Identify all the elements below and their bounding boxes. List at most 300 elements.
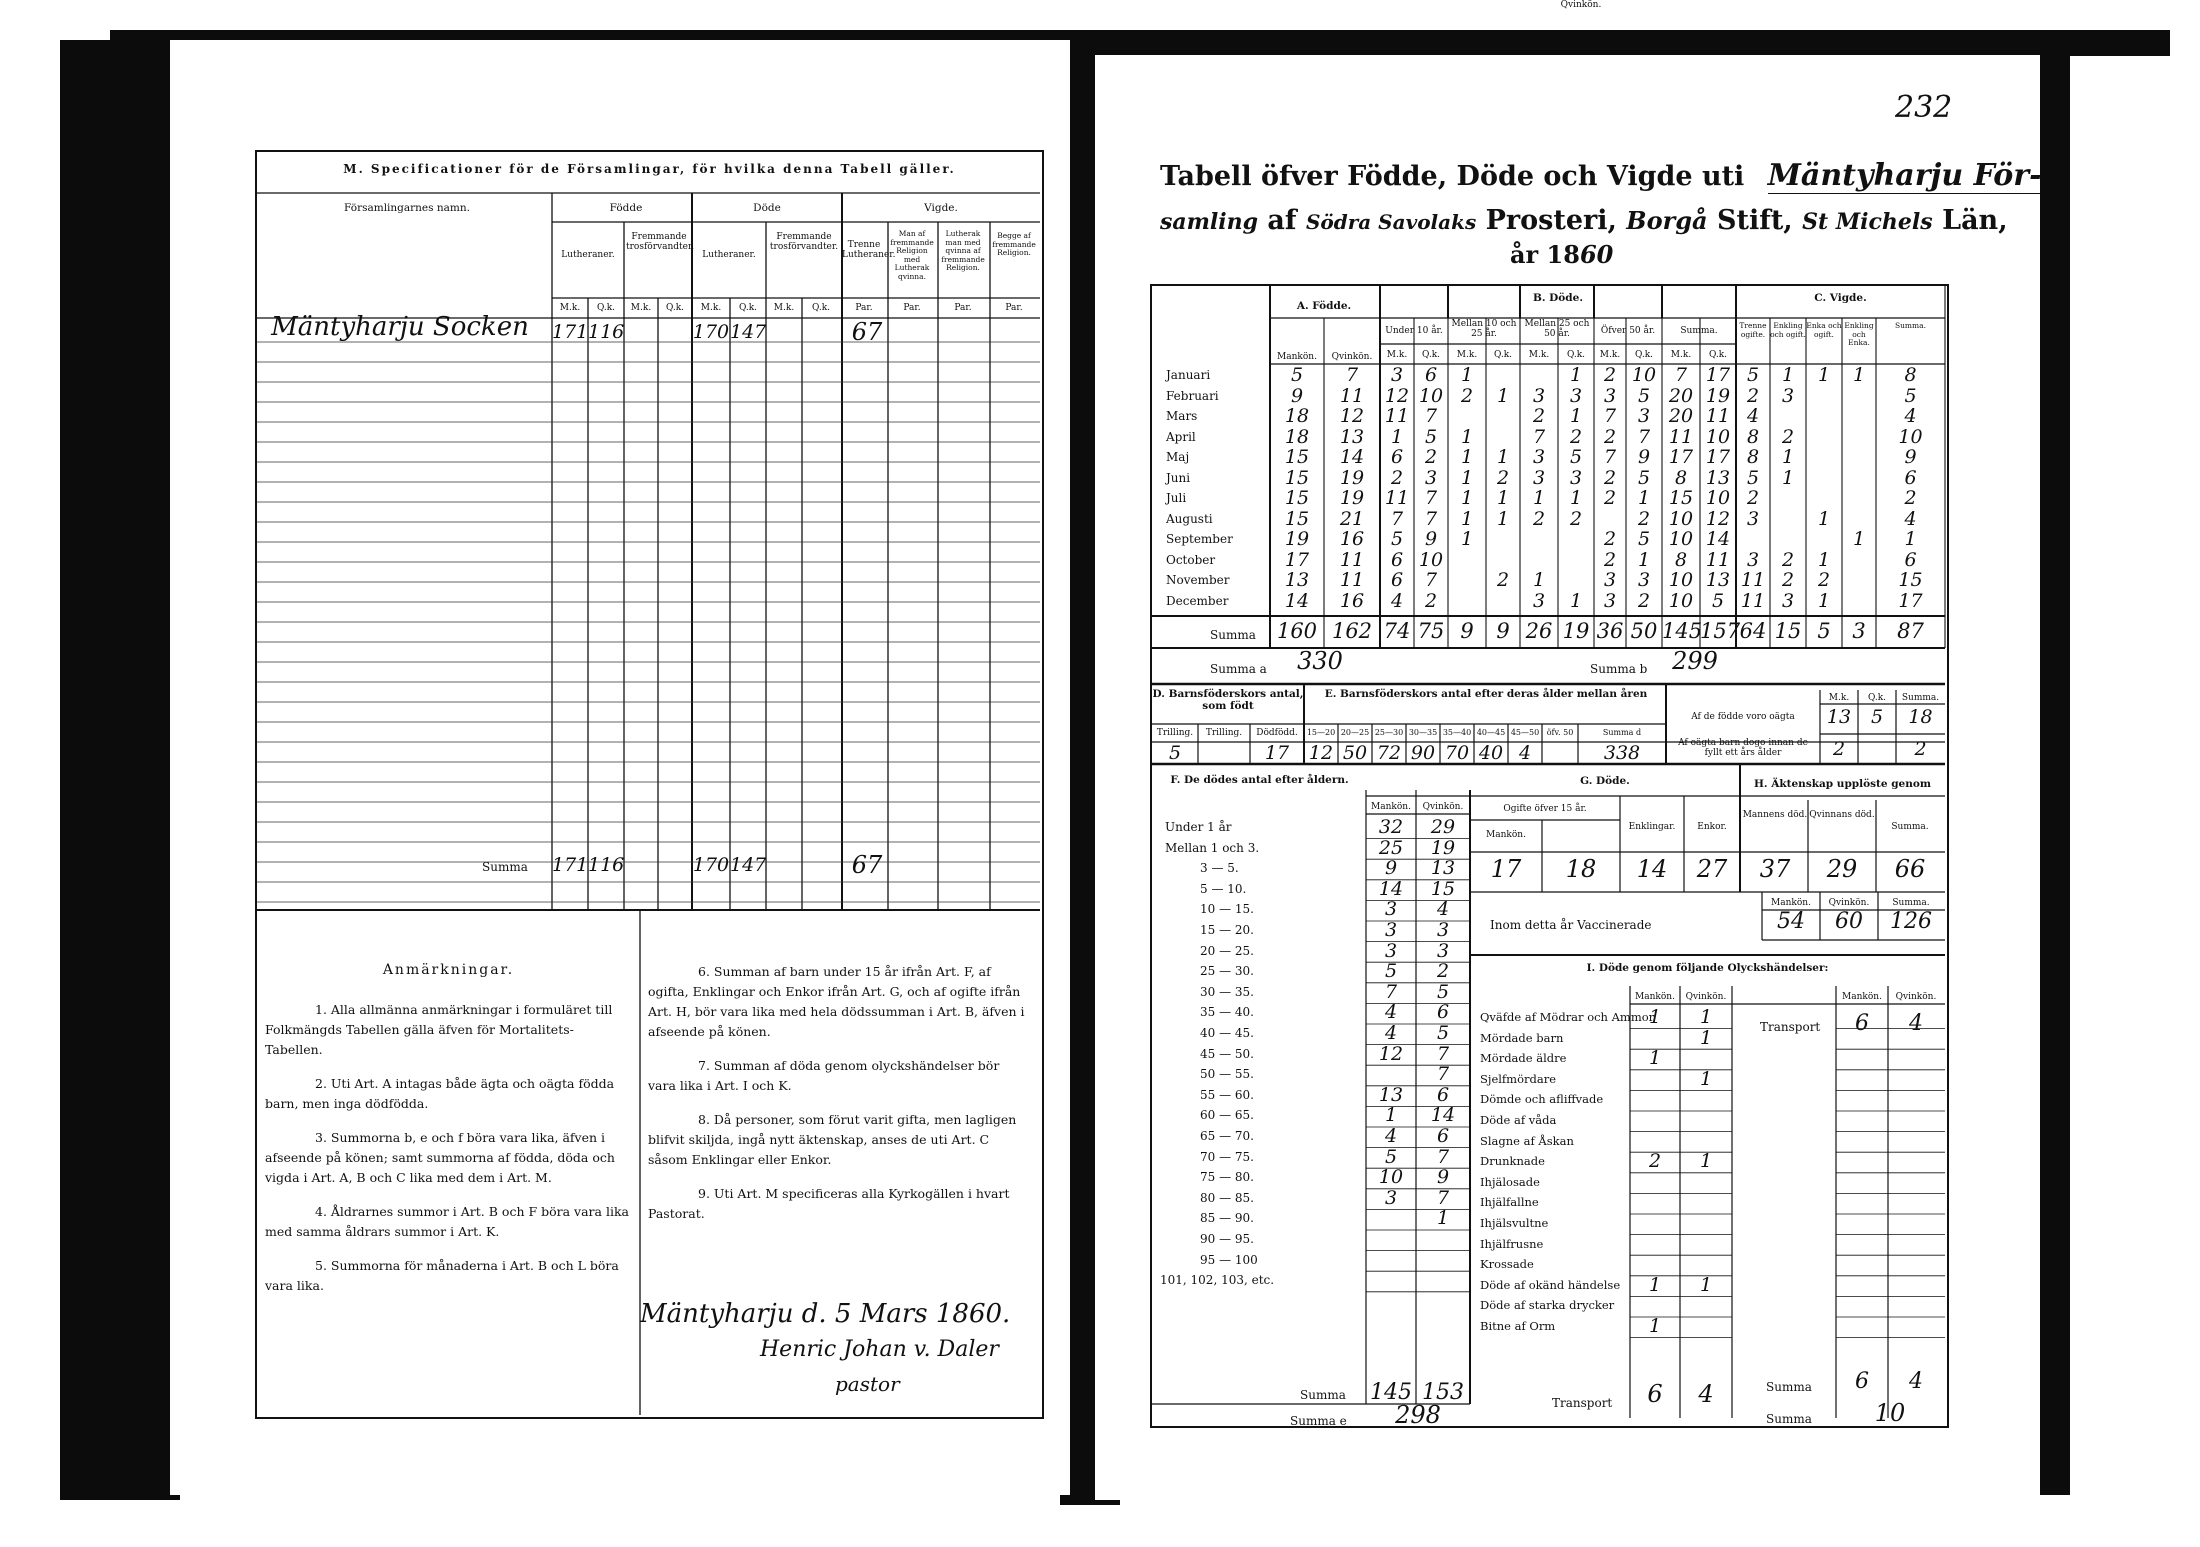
month-4-col-1: 14	[1339, 446, 1365, 468]
f-row-6: 20 — 25.	[1200, 943, 1254, 958]
f-summa-label: Summa	[1300, 1388, 1346, 1402]
month-1-col-16: 5	[1904, 384, 1917, 407]
month-11-col-3: 2	[1424, 589, 1438, 612]
month-0: Januari	[1166, 368, 1211, 382]
month-1-col-12: 2	[1746, 384, 1760, 407]
month-9-col-10: 8	[1674, 548, 1688, 571]
month-4-col-8: 7	[1603, 446, 1617, 468]
i-transport-label-top: Transport	[1760, 1020, 1821, 1034]
month-1-col-9: 5	[1637, 384, 1651, 407]
h-col-qvinna: Qvinnans död.	[1809, 810, 1875, 820]
month-6-col-5: 1	[1496, 487, 1510, 509]
g-ogifte: Ogifte öfver 15 år.	[1503, 804, 1587, 814]
i-row-14: Döde af starka drycker	[1480, 1298, 1615, 1313]
hdr-v-par-2: Par.	[903, 303, 921, 313]
f-row-20: 90 — 95.	[1200, 1232, 1254, 1246]
month-10-col-13: 2	[1781, 569, 1795, 591]
month-6-col-11: 10	[1705, 487, 1731, 509]
month-9-col-13: 2	[1781, 548, 1795, 571]
f-row-13: 55 — 60.	[1200, 1087, 1254, 1102]
h-col-man: Mannens död.	[1742, 810, 1808, 820]
month-10-col-3: 7	[1424, 569, 1438, 591]
month-5-col-13: 1	[1781, 466, 1795, 489]
month-9-col-16: 6	[1904, 548, 1917, 571]
i-transport-bottom-mk: 6	[1647, 1380, 1663, 1408]
month-9-col-2: 6	[1390, 548, 1404, 571]
b-sub-mk-3: M.k.	[1599, 350, 1621, 360]
summa-col-4: 9	[1460, 619, 1474, 643]
note-6: 6. Summan af barn under 15 år ifrån Art. F, af ogifta, Enklingar och Enkor ifrån Art. G, och af ogifte ifrån Art. H, bör vara lika med hela dödssumman i Art. B, äfven i afseende på könen.	[648, 964, 1025, 1039]
b-sub-qk-2: Q.k.	[1566, 350, 1586, 360]
i-row-qk-1: 1	[1699, 1026, 1713, 1049]
summa-col-5: 9	[1496, 619, 1510, 643]
f-row-mk-3: 14	[1378, 877, 1404, 900]
month-5: Juni	[1166, 470, 1191, 485]
i-transport-bottom-qk: 4	[1698, 1380, 1714, 1408]
hw-year: 60	[1579, 240, 1614, 269]
hw-parish: Mäntyharju För-	[1767, 158, 2042, 193]
i-summa-label-2: Summa	[1766, 1412, 1812, 1426]
i-row-12: Krossade	[1480, 1257, 1534, 1272]
sub-vigde-3: Lutherak man med qvinna af fremmande Religion.	[941, 229, 985, 272]
month-6-col-3: 7	[1424, 487, 1438, 509]
f-row-1: Mellan 1 och 3.	[1165, 840, 1260, 855]
month-7-col-14: 1	[1817, 507, 1831, 530]
i-summa-mk: 6	[1855, 1369, 1869, 1394]
note-2: 2. Uti Art. A intagas både ägta och oägta födda barn, men inga dödfödda.	[265, 1076, 615, 1111]
i-row-0: Qväfde af Mödrar och Ammor	[1480, 1010, 1655, 1024]
b-sub-mk-2: M.k.	[1528, 350, 1550, 360]
month-10-col-14: 2	[1817, 569, 1831, 591]
summa-col-8: 36	[1596, 619, 1624, 643]
summa-f-qk: 116	[588, 854, 625, 876]
g-col-enkor: Enkor.	[1697, 822, 1727, 832]
f-hdr-qvinkon: Qvinkön.	[1422, 802, 1464, 812]
month-5-col-3: 3	[1424, 466, 1438, 489]
month-10-col-12: 11	[1740, 569, 1766, 591]
summa-col-12: 64	[1739, 619, 1767, 643]
vacc-col-mk: Mankön.	[1771, 898, 1811, 908]
month-7-col-0: 15	[1284, 507, 1310, 530]
month-1-col-1: 11	[1339, 384, 1365, 407]
page-number: 232	[1895, 90, 1953, 125]
hw-parish2: samling	[1160, 209, 1259, 235]
f-row-mk-16: 5	[1384, 1145, 1398, 1168]
f-summa-qk: 153	[1422, 1380, 1464, 1405]
i-row-10: Ihjälsvultne	[1480, 1216, 1549, 1230]
entry-par: 67	[851, 318, 883, 346]
f-row-qk-0: 29	[1430, 816, 1456, 838]
ill-r1-2: 18	[1908, 706, 1933, 728]
month-8-col-0: 19	[1284, 528, 1310, 550]
sub-frem-fodde: Fremmande trosförvandter.	[626, 232, 695, 252]
i-row-qk-0: 1	[1699, 1006, 1713, 1028]
month-2-col-9: 3	[1637, 405, 1651, 427]
b-sub-qk-4: Q.k.	[1708, 350, 1728, 360]
month-2-col-3: 7	[1424, 405, 1438, 427]
month-4-col-3: 2	[1424, 446, 1438, 468]
title-text-1: Tabell öfver Födde, Döde och Vigde uti	[1160, 161, 1745, 192]
e-col-7: öfv. 50	[1546, 728, 1574, 737]
f-row-qk-7: 2	[1436, 960, 1450, 983]
f-row-qk-8: 5	[1436, 980, 1450, 1003]
i-transport-top-mk: 6	[1855, 1011, 1869, 1036]
month-8-col-11: 14	[1705, 528, 1731, 550]
month-11-col-8: 3	[1603, 589, 1617, 612]
month-6-col-8: 2	[1603, 487, 1617, 509]
ill-col-2: Summa.	[1901, 693, 1940, 703]
f-row-qk-5: 3	[1436, 919, 1450, 941]
month-5-col-5: 2	[1496, 466, 1510, 489]
month-8-col-2: 5	[1390, 528, 1404, 550]
f-row-qk-10: 5	[1436, 1022, 1450, 1044]
b-group-4: Summa.	[1680, 326, 1718, 336]
month-5-col-7: 3	[1569, 466, 1583, 489]
f-row-2: 3 — 5.	[1200, 861, 1239, 876]
f-row-18: 80 — 85.	[1200, 1190, 1254, 1205]
e-val-4: 70	[1444, 742, 1470, 764]
f-row-mk-18: 3	[1384, 1186, 1398, 1209]
g-val-enkl: 14	[1636, 855, 1668, 883]
month-10-col-1: 11	[1339, 569, 1365, 591]
note-7: 7. Summan af döda genom olyckshändelser bör vara lika i Art. I och K.	[648, 1058, 1000, 1093]
f-row-mk-8: 7	[1384, 980, 1398, 1003]
month-7-col-16: 4	[1904, 507, 1917, 530]
month-4-col-2: 6	[1390, 446, 1404, 468]
month-3-col-9: 7	[1637, 425, 1651, 448]
month-11-col-11: 5	[1711, 589, 1725, 612]
signature-name: Henric Johan v. Daler	[760, 1337, 999, 1362]
month-7: Augusti	[1166, 511, 1213, 526]
sub-vigde-1: Trenne Lutheraner.	[842, 240, 896, 260]
month-3-col-8: 2	[1603, 425, 1617, 448]
month-8-col-8: 2	[1603, 528, 1617, 550]
note-1: 1. Alla allmänna anmärkningar i formuläret till Folkmängds Tabellen gälla äfven för Mortalitets-Tabellen.	[265, 1002, 613, 1057]
month-3-col-7: 2	[1569, 425, 1583, 448]
i-hdr-mk-2: Mankön.	[1842, 992, 1882, 1002]
b-sub-qk-1: Q.k.	[1493, 350, 1513, 360]
f-row-qk-9: 6	[1436, 1001, 1450, 1024]
summa-f-mk: 171	[552, 854, 589, 876]
f-row-mk-6: 3	[1384, 939, 1398, 962]
month-3-col-13: 2	[1781, 425, 1795, 448]
month-0-col-3: 6	[1424, 364, 1438, 386]
hdr-a-qvinkon: Qvinkön.	[1331, 352, 1373, 362]
month-11-col-13: 3	[1781, 589, 1795, 612]
anm-title: Anmärkningar.	[382, 962, 515, 978]
month-5-col-11: 13	[1705, 466, 1731, 489]
summa-col-13: 15	[1774, 619, 1802, 643]
i-row-mk-2: 1	[1648, 1047, 1662, 1070]
hdr-d-luth-qk: Q.k.	[738, 303, 758, 313]
month-0-col-16: 8	[1904, 364, 1917, 386]
f-row-qk-15: 6	[1436, 1125, 1450, 1147]
f-row-mk-15: 4	[1384, 1125, 1398, 1147]
f-row-5: 15 — 20.	[1200, 923, 1254, 937]
hdr-a-fodde: A. Födde.	[1296, 300, 1352, 312]
title-af: af	[1267, 205, 1297, 236]
month-4-col-4: 1	[1460, 446, 1474, 468]
month-2-col-10: 20	[1668, 405, 1694, 427]
month-10-col-2: 6	[1390, 569, 1404, 591]
f-row-qk-12: 7	[1436, 1063, 1450, 1086]
month-7-col-9: 2	[1637, 507, 1651, 530]
i-row-13: Döde af okänd händelse	[1480, 1277, 1621, 1292]
i-row-8: Ihjälosade	[1480, 1174, 1540, 1189]
month-1-col-6: 3	[1532, 384, 1546, 407]
month-0-col-11: 17	[1705, 364, 1731, 386]
i-title: I. Döde genom följande Olyckshändelser:	[1586, 962, 1829, 974]
g-col-enkl: Enklingar.	[1628, 822, 1676, 832]
month-4-col-13: 1	[1781, 446, 1795, 468]
month-6-col-0: 15	[1284, 487, 1310, 509]
month-0-col-12: 5	[1746, 364, 1760, 386]
month-4: Maj	[1166, 450, 1190, 464]
b-group-1: Mellan 10 och 25 år.	[1451, 319, 1517, 339]
month-6-col-7: 1	[1569, 487, 1583, 509]
hdr-d-frem-mk: M.k.	[773, 303, 795, 313]
month-11: December	[1166, 593, 1229, 608]
month-10-col-11: 13	[1705, 569, 1731, 591]
sub-luth-fodde: Lutheraner.	[561, 250, 615, 260]
d-val-2: 17	[1264, 742, 1290, 764]
month-0-col-13: 1	[1781, 364, 1795, 386]
month-1-col-3: 10	[1418, 384, 1444, 407]
c-col-3: Enkling och Enka.	[1844, 321, 1874, 347]
i-row-qk-3: 1	[1699, 1067, 1713, 1090]
month-2-col-2: 11	[1384, 405, 1410, 427]
e-val-0: 12	[1308, 742, 1334, 764]
sub-frem-dode: Fremmande trosförvandter.	[769, 232, 839, 252]
h-val-summa: 66	[1894, 855, 1926, 883]
month-6-col-6: 1	[1532, 487, 1546, 509]
g-val-qk: 18	[1565, 855, 1597, 883]
summa-par: 67	[851, 851, 883, 879]
month-2-col-7: 1	[1569, 405, 1583, 427]
f-row-mk-2: 9	[1384, 857, 1398, 880]
month-9-col-11: 11	[1705, 548, 1731, 571]
month-0-col-15: 1	[1852, 364, 1866, 386]
i-transport-top-qk: 4	[1909, 1011, 1923, 1036]
month-1-col-13: 3	[1781, 384, 1795, 407]
note-8: 8. Då personer, som förut varit gifta, men lagligen blifvit skiljda, ingå nytt äktenskap, anses de uti Art. C såsom Enklingar eller Enkor.	[648, 1112, 1017, 1167]
month-6-col-16: 2	[1904, 487, 1917, 509]
e-col-4: 35—40	[1442, 728, 1472, 737]
f-summa-mk: 145	[1370, 1380, 1412, 1405]
month-5-col-0: 15	[1284, 466, 1310, 489]
month-7-col-11: 12	[1705, 507, 1731, 530]
month-4-col-0: 15	[1284, 446, 1310, 468]
f-row-12: 50 — 55.	[1200, 1067, 1254, 1082]
month-3-col-10: 11	[1668, 425, 1694, 448]
month-3-col-0: 18	[1284, 425, 1310, 448]
month-2-col-11: 11	[1705, 405, 1731, 427]
hdr-a-mankon: Mankön.	[1277, 352, 1317, 362]
f-row-qk-1: 19	[1430, 836, 1456, 859]
summa-d-qk: 147	[730, 854, 767, 876]
month-9: October	[1166, 552, 1216, 567]
month-1-col-8: 3	[1603, 384, 1617, 407]
f-row-qk-17: 9	[1436, 1166, 1450, 1189]
hdr-v-par-1: Par.	[855, 303, 873, 313]
summa-col-9: 50	[1630, 619, 1658, 643]
month-8-col-3: 9	[1424, 528, 1438, 550]
month-6-col-2: 11	[1384, 487, 1410, 509]
ill-r1-1: 5	[1870, 706, 1884, 728]
month-10-col-0: 13	[1284, 569, 1310, 591]
f-row-qk-4: 4	[1436, 898, 1450, 921]
note-9: 9. Uti Art. M specificeras alla Kyrkogällen i hvart Pastorat.	[648, 1186, 1010, 1221]
month-1-col-11: 19	[1705, 384, 1731, 407]
month-6: Juli	[1166, 491, 1187, 505]
month-11-col-0: 14	[1284, 589, 1310, 612]
f-row-qk-3: 15	[1430, 877, 1456, 900]
summa-d-mk: 170	[692, 854, 730, 876]
entry-d-mk: 170	[692, 321, 730, 343]
month-4-col-5: 1	[1496, 446, 1510, 468]
month-6-col-12: 2	[1746, 487, 1760, 509]
note-4: 4. Åldrarnes summor i Art. B och F böra vara lika med samma åldrars summor i Art. K.	[265, 1204, 629, 1239]
grp-vigde: Vigde.	[924, 202, 958, 214]
i-hdr-qk-2: Qvinkön.	[1895, 992, 1937, 1002]
title-prosteri: Prosteri,	[1485, 205, 1617, 236]
e-val-2: 72	[1376, 742, 1402, 764]
summa-b-value: 299	[1672, 647, 1718, 675]
ill-r2-0: 2	[1832, 738, 1846, 760]
f-summa-e: 298	[1395, 1401, 1441, 1429]
e-col-6: 45—50	[1510, 728, 1540, 737]
d-col-0: Trilling.	[1156, 728, 1194, 738]
summa-col-14: 5	[1817, 619, 1831, 643]
month-0-col-2: 3	[1390, 364, 1404, 386]
g-col-qk: Qvinkön.	[1560, 0, 1602, 10]
month-4-col-10: 17	[1668, 446, 1694, 468]
month-5-col-16: 6	[1904, 466, 1917, 489]
f-row-17: 75 — 80.	[1200, 1170, 1254, 1185]
e-val-5: 40	[1478, 742, 1504, 764]
i-row-5: Döde af våda	[1480, 1113, 1557, 1127]
e-val-3: 90	[1410, 742, 1436, 764]
f-row-0: Under 1 år	[1165, 820, 1232, 834]
f-row-7: 25 — 30.	[1200, 964, 1254, 979]
month-3-col-6: 7	[1532, 425, 1546, 448]
b-sub-qk-3: Q.k.	[1634, 350, 1654, 360]
month-8: September	[1166, 532, 1233, 546]
month-8-col-9: 5	[1637, 528, 1651, 550]
d-col-2: Dödfödd.	[1256, 728, 1298, 738]
hdr-f-frem-mk: M.k.	[630, 303, 652, 313]
vacc-col-summa: Summa.	[1892, 898, 1930, 908]
month-7-col-5: 1	[1496, 507, 1510, 530]
hdr-c-vigde: C. Vigde.	[1814, 292, 1867, 304]
vacc-label: Inom detta år Vaccinerade	[1490, 918, 1652, 932]
month-3: April	[1166, 429, 1196, 444]
f-row-mk-17: 10	[1378, 1166, 1404, 1189]
f-row-9: 35 — 40.	[1200, 1005, 1254, 1020]
hdr-f-frem-qk: Q.k.	[665, 303, 685, 313]
ill-r2-2: 2	[1914, 738, 1927, 760]
hdr-v-par-3: Par.	[954, 303, 972, 313]
title-stift: Stift,	[1716, 205, 1793, 236]
summa-col-2: 74	[1383, 619, 1411, 643]
i-row-2: Mördade äldre	[1480, 1051, 1567, 1066]
month-11-col-16: 17	[1898, 589, 1923, 612]
month-10-col-8: 3	[1603, 569, 1617, 591]
f-row-19: 85 — 90.	[1200, 1211, 1254, 1226]
summa-col-6: 26	[1525, 619, 1553, 643]
month-2: Mars	[1166, 409, 1198, 423]
month-4-col-7: 5	[1569, 446, 1583, 468]
h-col-summa: Summa.	[1891, 822, 1929, 832]
month-4-col-11: 17	[1705, 446, 1731, 468]
ill-r1-0: 13	[1826, 706, 1852, 728]
e-val-8: 338	[1603, 742, 1641, 764]
f-row-qk-6: 3	[1436, 939, 1450, 962]
month-7-col-1: 21	[1339, 507, 1365, 530]
f-row-mk-4: 3	[1384, 898, 1398, 921]
month-6-col-4: 1	[1460, 487, 1474, 509]
col-forsamling-name: Församlingarnes namn.	[344, 202, 470, 214]
month-7-col-4: 1	[1460, 507, 1474, 530]
summa-col-3: 75	[1417, 619, 1445, 643]
month-7-col-7: 2	[1569, 507, 1583, 530]
grp-fodde: Födde	[609, 202, 643, 214]
month-7-col-3: 7	[1424, 507, 1438, 530]
f-row-11: 45 — 50.	[1200, 1046, 1254, 1061]
c-col-4: Summa.	[1894, 321, 1927, 330]
entry-name: Mäntyharju Socken	[271, 312, 529, 342]
entry-f-mk: 171	[552, 321, 589, 343]
month-5-col-1: 19	[1339, 466, 1365, 489]
month-0-col-1: 7	[1345, 364, 1359, 386]
i-summa-total: 10	[1874, 1399, 1906, 1427]
g-val-enkor: 27	[1696, 855, 1728, 883]
month-7-col-6: 2	[1532, 507, 1546, 530]
month-4-col-12: 8	[1746, 446, 1760, 468]
summa-a-label: Summa a	[1210, 662, 1267, 676]
i-row-11: Ihjälfrusne	[1480, 1236, 1544, 1251]
i-row-mk-7: 2	[1648, 1150, 1662, 1173]
f-row-mk-5: 3	[1384, 919, 1398, 941]
month-11-col-2: 4	[1390, 589, 1404, 612]
month-3-col-4: 1	[1460, 425, 1474, 448]
f-row-qk-18: 7	[1436, 1186, 1450, 1209]
summa-col-7: 19	[1562, 619, 1590, 643]
f-row-22: 101, 102, 103, etc.	[1160, 1273, 1275, 1288]
f-title: F. De dödes antal efter åldern.	[1170, 774, 1349, 786]
d-val-0: 5	[1168, 742, 1182, 764]
month-0-col-4: 1	[1460, 364, 1474, 386]
month-2-col-0: 18	[1284, 405, 1310, 427]
i-row-1: Mördade barn	[1480, 1030, 1564, 1045]
month-1-col-4: 2	[1460, 384, 1474, 407]
month-3-col-2: 1	[1390, 425, 1404, 448]
summa-row-label: Summa	[1210, 628, 1256, 642]
month-5-col-6: 3	[1532, 466, 1546, 489]
hdr-d-luth-mk: M.k.	[700, 303, 722, 313]
summa-col-11: 157	[1700, 619, 1741, 643]
month-6-col-10: 15	[1668, 487, 1694, 509]
hw-stift: Borgå	[1626, 206, 1708, 235]
month-10-col-9: 3	[1637, 569, 1651, 591]
month-0-col-8: 2	[1603, 364, 1617, 386]
hdr-d-frem-qk: Q.k.	[811, 303, 831, 313]
f-row-8: 30 — 35.	[1200, 984, 1254, 999]
f-row-qk-16: 7	[1436, 1145, 1450, 1168]
e-col-8: Summa d	[1602, 728, 1642, 737]
hw-lan: St Michels	[1802, 209, 1933, 235]
f-row-mk-11: 12	[1378, 1042, 1404, 1065]
